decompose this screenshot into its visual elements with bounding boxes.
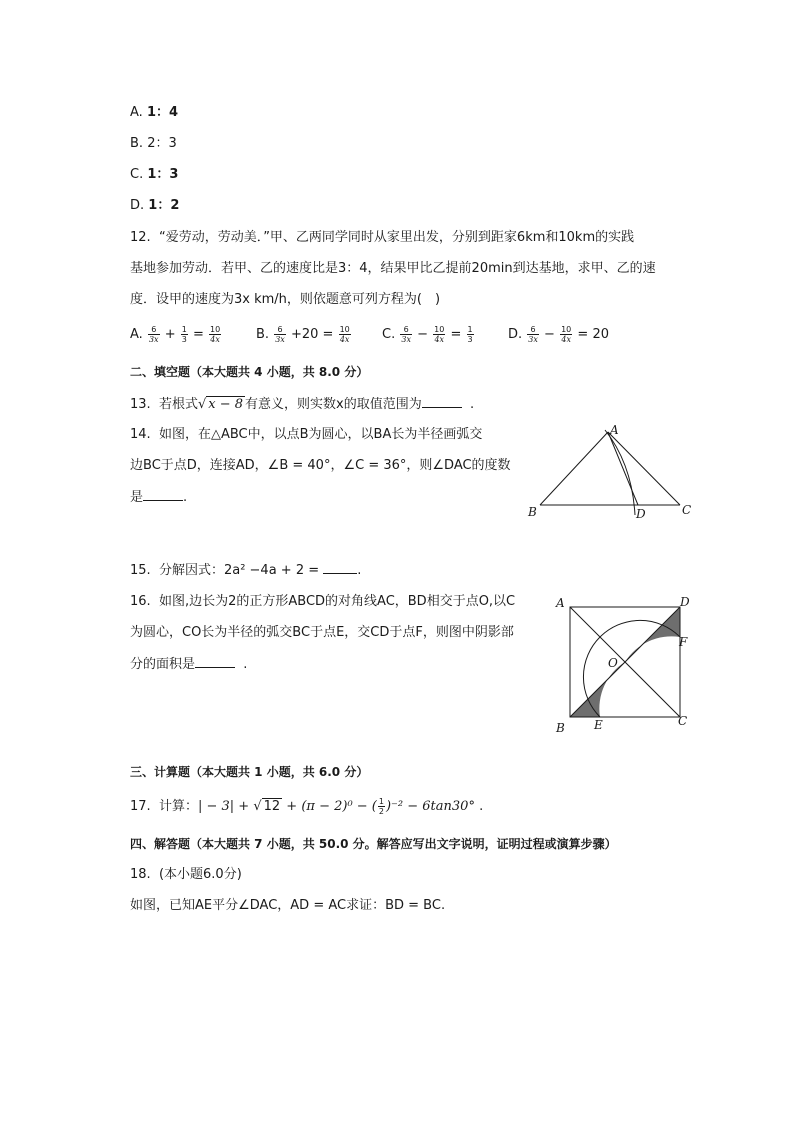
numerator: 10 [339,325,350,334]
option-label: B. [256,327,270,342]
denominator: 4x [210,335,220,344]
q16-text-3: 分的面积是 [130,657,196,672]
point-label-a: A [610,423,619,437]
q15-text: 分解因式：2a² −4a + 2 = [158,563,320,578]
q16-line-1 [130,593,515,611]
fraction [400,325,412,344]
operator: +20 = [290,327,334,342]
numerator: 6 [274,325,286,335]
denominator: 4x [561,335,571,344]
radicand: x − 8 [208,397,244,412]
point-label-c: C [682,503,692,517]
period: . [243,657,248,672]
option-label: C. [382,327,396,342]
period: . [470,397,475,412]
question-number: 14. [130,427,151,442]
q13-text-post: 有意义，则实数x的取值范围为 [245,397,422,412]
numerator: 10 [210,325,221,334]
option-label: D. [508,327,523,342]
question-number: 17. [130,799,151,814]
q16-line-3 [130,655,247,674]
arc-ad [605,430,635,515]
operator: = [192,327,204,342]
option-label: C. [130,167,144,182]
operator: = 20 [577,327,609,342]
fraction [527,325,539,344]
denominator: 3 [467,335,473,344]
section-heading-fill-blank: 二、填空题（本大题共 4 小题，共 8.0 分） [130,365,369,379]
operator: = [450,327,462,342]
denominator: 4x [339,335,350,344]
section-heading-calculation: 三、计算题（本大题共 1 小题，共 6.0 分） [130,765,369,779]
q12-text-1: “爱劳动，劳动美．”甲、乙两同学同时从家里出发，分别到距家6km和10km的实践 [158,230,635,245]
numerator: 1 [181,325,187,334]
q12-line-2: 基地参加劳动．若甲、乙的速度比是3：4，结果甲比乙提前20min到达基地，求甲、乙的速 [130,261,656,276]
question-number: 15. [130,563,151,578]
q14-text-1: 如图，在△ABC中，以点B为圆心，以BA长为半径画弧交 [158,427,483,442]
denominator: 2 [378,807,384,816]
denominator: 3x [528,335,538,344]
square-figure [550,592,700,737]
q14-line-3 [130,488,187,507]
denominator: 3 [181,335,187,344]
point-label-f: F [679,635,688,649]
operator: + [164,327,176,342]
expr-tail: )⁻² − 6tan30° [385,799,475,814]
option-label: A. [130,105,143,120]
numerator: 10 [561,325,572,334]
expr-power: + (π − 2)⁰ − ( [286,799,377,814]
q12-line-3: 度．设甲的速度为3x km/h，则依题意可列方程为( ) [130,292,441,307]
answer-blank [195,655,235,668]
option-label: D. [130,198,145,213]
option-text: 1：4 [146,105,179,120]
denominator: 3x [275,335,285,344]
fraction [433,325,445,344]
operator: − [417,327,429,342]
option-label: A. [130,327,143,342]
q17-text-pre: 计算： [158,799,198,814]
radicand: 12 [263,799,281,814]
period: . [479,799,484,814]
expr-abs: | − 3| + [197,799,250,814]
point-label-e: E [594,718,603,732]
fraction [339,325,351,344]
point-label-c: C [678,714,688,728]
question-number: 16. [130,594,151,609]
numerator: 1 [378,797,384,806]
q18-score: (本小题6.0分) [158,867,242,882]
q11-option-d [130,197,179,215]
operator: − [544,327,555,342]
numerator: 6 [527,325,539,335]
numerator: 6 [148,325,160,335]
answer-blank [323,561,357,574]
point-label-a: A [556,596,565,610]
fraction [467,325,474,344]
denominator: 4x [434,335,445,344]
fraction [560,325,572,344]
triangle-figure [520,420,700,525]
q12-option-d [508,325,609,344]
period: . [183,490,188,505]
point-label-d: D [636,507,646,521]
section-heading-solve: 四、解答题（本大题共 7 小题，共 50.0 分。解答应写出文字说明，证明过程或演算步骤） [130,837,617,851]
q12-option-c [382,325,475,344]
option-text: 1：2 [148,198,180,213]
q16-line-2: 为圆心，CO长为半径的弧交BC于点E，交CD于点F，则图中阴影部 [130,625,514,640]
q14-line-1 [130,426,482,444]
denominator: 3x [401,335,411,344]
q17-line: 17. 计算：| − 3| + √ 12 + (π − 2)⁰ − ( $\frac{1}{2}$ )⁻² − 6tan30° . [130,797,484,816]
fraction [209,325,221,344]
option-text: 1：3 [147,167,179,182]
fraction [378,797,385,816]
period: . [357,563,362,578]
q14-line-2: 边BC于点D，连接AD，∠B = 40°，∠C = 36°，则∠DAC的度数 [130,458,511,473]
answer-blank [422,395,462,408]
q12-line-1 [130,229,634,247]
q18-line-1 [130,866,242,884]
point-label-d: D [680,595,690,609]
numerator: 1 [467,325,473,334]
q11-option-b [130,135,177,153]
q11-option-a [130,104,178,122]
q13-line: 13. 若根式√ x − 8 有意义，则实数x的取值范围为 . [130,397,475,412]
denominator: 3x [148,335,159,344]
question-number: 18. [130,867,151,882]
question-number: 13. [130,397,151,412]
q18-line-2: 如图，已知AE平分∠DAC，AD = AC求证：BD = BC. [130,898,446,913]
fraction [181,325,188,344]
q12-option-a [130,325,222,344]
q14-text-3: 是 [130,490,144,505]
q15-line [130,561,361,580]
q16-text-1: 如图,边长为2的正方形ABCD的对角线AC，BD相交于点O,以C [158,594,516,609]
fraction [148,325,160,344]
fraction [274,325,286,344]
point-label-b: B [528,505,537,519]
q13-text-pre: 若根式 [158,397,198,412]
numerator: 6 [400,325,412,335]
answer-blank [143,488,183,501]
side-ba [540,432,608,505]
option-label: B. [130,136,144,151]
question-number: 12. [130,230,151,245]
point-label-b: B [556,721,565,735]
q11-option-c [130,166,178,184]
segment-ad [608,432,638,505]
option-text: 2：3 [147,136,177,151]
numerator: 10 [434,325,445,334]
side-ac [608,432,680,505]
point-label-o: O [608,656,618,670]
q12-option-b [256,325,352,344]
